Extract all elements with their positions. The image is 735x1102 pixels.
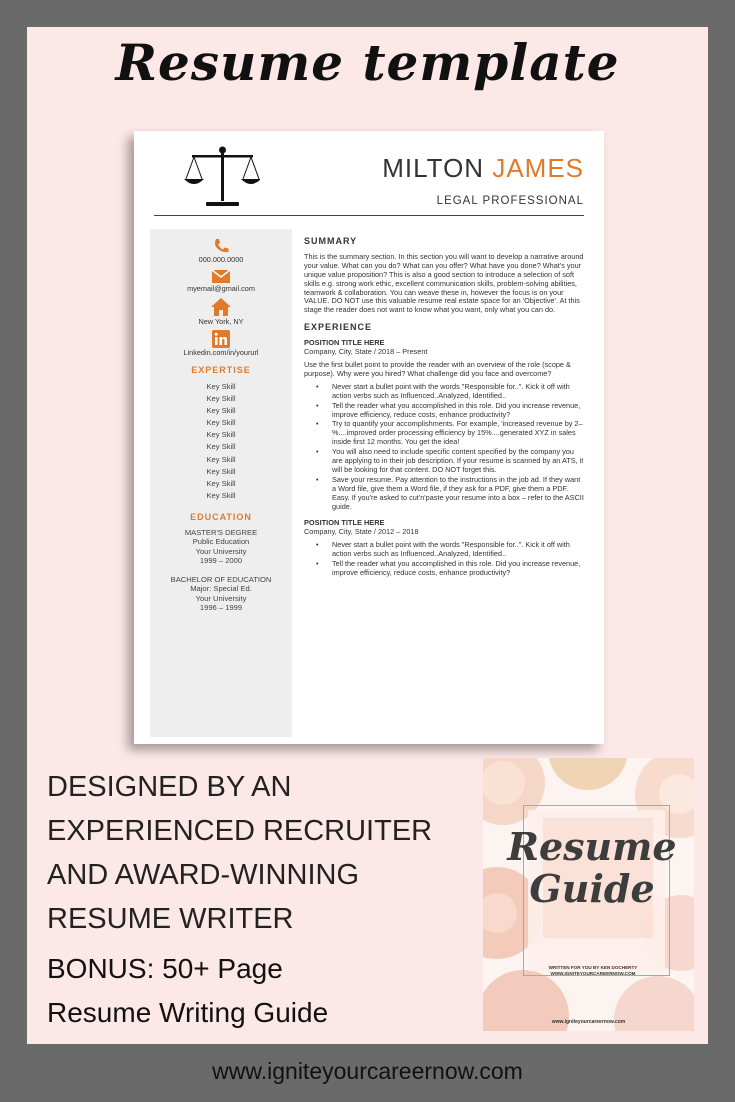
education-heading: EDUCATION [190, 511, 252, 522]
skill-item: Key Skill [206, 394, 236, 404]
guide-title-line-2: Guide [529, 866, 655, 911]
skill-item: Key Skill [206, 406, 236, 416]
skill-item: Key Skill [206, 478, 236, 488]
phone-icon [211, 237, 231, 255]
position-title: POSITION TITLE HERE [304, 518, 385, 528]
guide-byline [523, 965, 663, 977]
pin-card [27, 27, 708, 1044]
bullet-item: • Never start a bullet point with the words "Responsible for..". Kick it off with action verbs such as Influenced..Analyzed, Identified.. [314, 383, 586, 401]
bonus-line-2: Resume Writing Guide [47, 997, 329, 1028]
skill-item: Key Skill [206, 454, 236, 464]
resume-main [304, 237, 586, 579]
expertise-heading: EXPERTISE [191, 365, 251, 375]
skill-item: Key Skill [206, 466, 236, 476]
skill-item: Key Skill [206, 382, 236, 391]
summary-text: This is the summary section. In this section you will want to develop a narrative around your value. What can you do? What can you offer? What have you done? What's your unique value proposition? This is also a good section to introduce a selection of soft skills e.g. strong work ethic, excellent communication skills, problem-solving abilities, teamwork & collaboration. You can weave these in, however the focus is on your VALUE. DO NOT use this valuable resume real estate space for an 'Objective'. At this stage the reader does not want to know what you want, only what you can do. [304, 251, 584, 315]
bullet-item: • Try to quantify your accomplishments. For example, 'increased revenue by 2–%....improved order processing efficiency by 15%....generated XYZ in sales inside first 12 months. You get the idea! [314, 420, 586, 447]
contact-linkedin: Linkedin.com/in/yoururl [183, 348, 259, 357]
school: Your University [195, 593, 247, 603]
scales-of-justice-icon [184, 145, 260, 211]
skill-item: Key Skill [206, 490, 236, 500]
skill-item: Key Skill [206, 418, 236, 428]
education-entry [150, 528, 292, 566]
resume-preview [134, 131, 604, 744]
position-company: Company, City, State / 2018 – Present [304, 347, 428, 357]
home-icon [210, 297, 232, 317]
guide-byline-site: WWW.IGNITEYOURCAREERNOW.COM [550, 971, 636, 976]
bullet-item: • Never start a bullet point with the words "Responsible for..". Kick it off with action verbs such as Influenced..Analyzed, Identified.. [314, 541, 586, 559]
guide-title-line-1: Resume [507, 824, 677, 869]
years: 1996 – 1999 [199, 603, 243, 613]
experience-heading: EXPERIENCE [304, 322, 373, 333]
years: 1999 – 2000 [199, 556, 243, 566]
bullet-item: • Tell the reader what you accomplished in this role. Did you increase revenue, improve efficiency, reduce costs, enhance productivity? [314, 560, 586, 578]
degree: BACHELOR OF EDUCATION [170, 574, 272, 584]
tagline: DESIGNED BY AN EXPERIENCED RECRUITER AND AWARD-WINNING RESUME WRITER [47, 771, 433, 935]
contact-phone: 000.000.0000 [198, 255, 244, 264]
skill-item: Key Skill [206, 442, 236, 452]
guide-url: www.igniteyourcareernow.com [551, 1019, 626, 1025]
major: Public Education [192, 537, 250, 547]
summary-heading: SUMMARY [304, 236, 358, 246]
resume-name [382, 153, 584, 184]
education-entry [150, 575, 292, 613]
guide-byline-author: WRITTEN FOR YOU BY KEN DOCHERTY [548, 965, 638, 970]
major: Major: Special Ed. [190, 584, 252, 594]
resume-guide-cover [483, 758, 694, 1031]
resume-role: LEGAL PROFESSIONAL [436, 195, 584, 207]
footer-url[interactable]: www.igniteyourcareernow.com [212, 1058, 523, 1084]
position-intro: Use the first bullet point to provide the reader with an overview of the role (scope & purpose). Why were you hired? What challenge did you face and overcome? [304, 359, 571, 378]
degree: MASTER'S DEGREE [184, 527, 258, 537]
contact-location: New York, NY [198, 317, 244, 326]
school: Your University [195, 546, 247, 556]
bullet-item: • You will also need to include specific content specified by the company you are applying to in their job description. If your resume is scanned by an ATS, it will be looking for that content. DO NOT forget this. [314, 448, 586, 475]
resume-first-name: MILTON [382, 153, 485, 183]
linkedin-icon [212, 330, 230, 348]
bonus-line-1: BONUS: 50+ Page [47, 953, 283, 984]
position-company: Company, City, State / 2012 – 2018 [304, 527, 419, 537]
bullet-item: • Tell the reader what you accomplished in this role. Did you increase revenue, improve efficiency, reduce costs, enhance productivity? [314, 402, 586, 420]
skills-list [150, 381, 292, 502]
guide-title [507, 826, 677, 910]
bullet-item: • Save your resume. Pay attention to the instructions in the job ad. If they want a Word file, give them a Word file, if they ask for a PDF, give them a PDF. Easy. If you're asked to cut'n'paste your resume into a box – refer to the ASCII guide. [314, 476, 586, 512]
contact-email: myemail@gmail.com [187, 284, 255, 293]
resume-sidebar [150, 229, 292, 737]
email-icon [211, 268, 231, 284]
header-divider [154, 215, 584, 216]
resume-last-name: JAMES [492, 153, 584, 183]
bonus-text [47, 947, 328, 1035]
headline: Resume template [115, 33, 620, 92]
skill-item: Key Skill [206, 430, 236, 440]
position-title: POSITION TITLE HERE [304, 338, 385, 348]
